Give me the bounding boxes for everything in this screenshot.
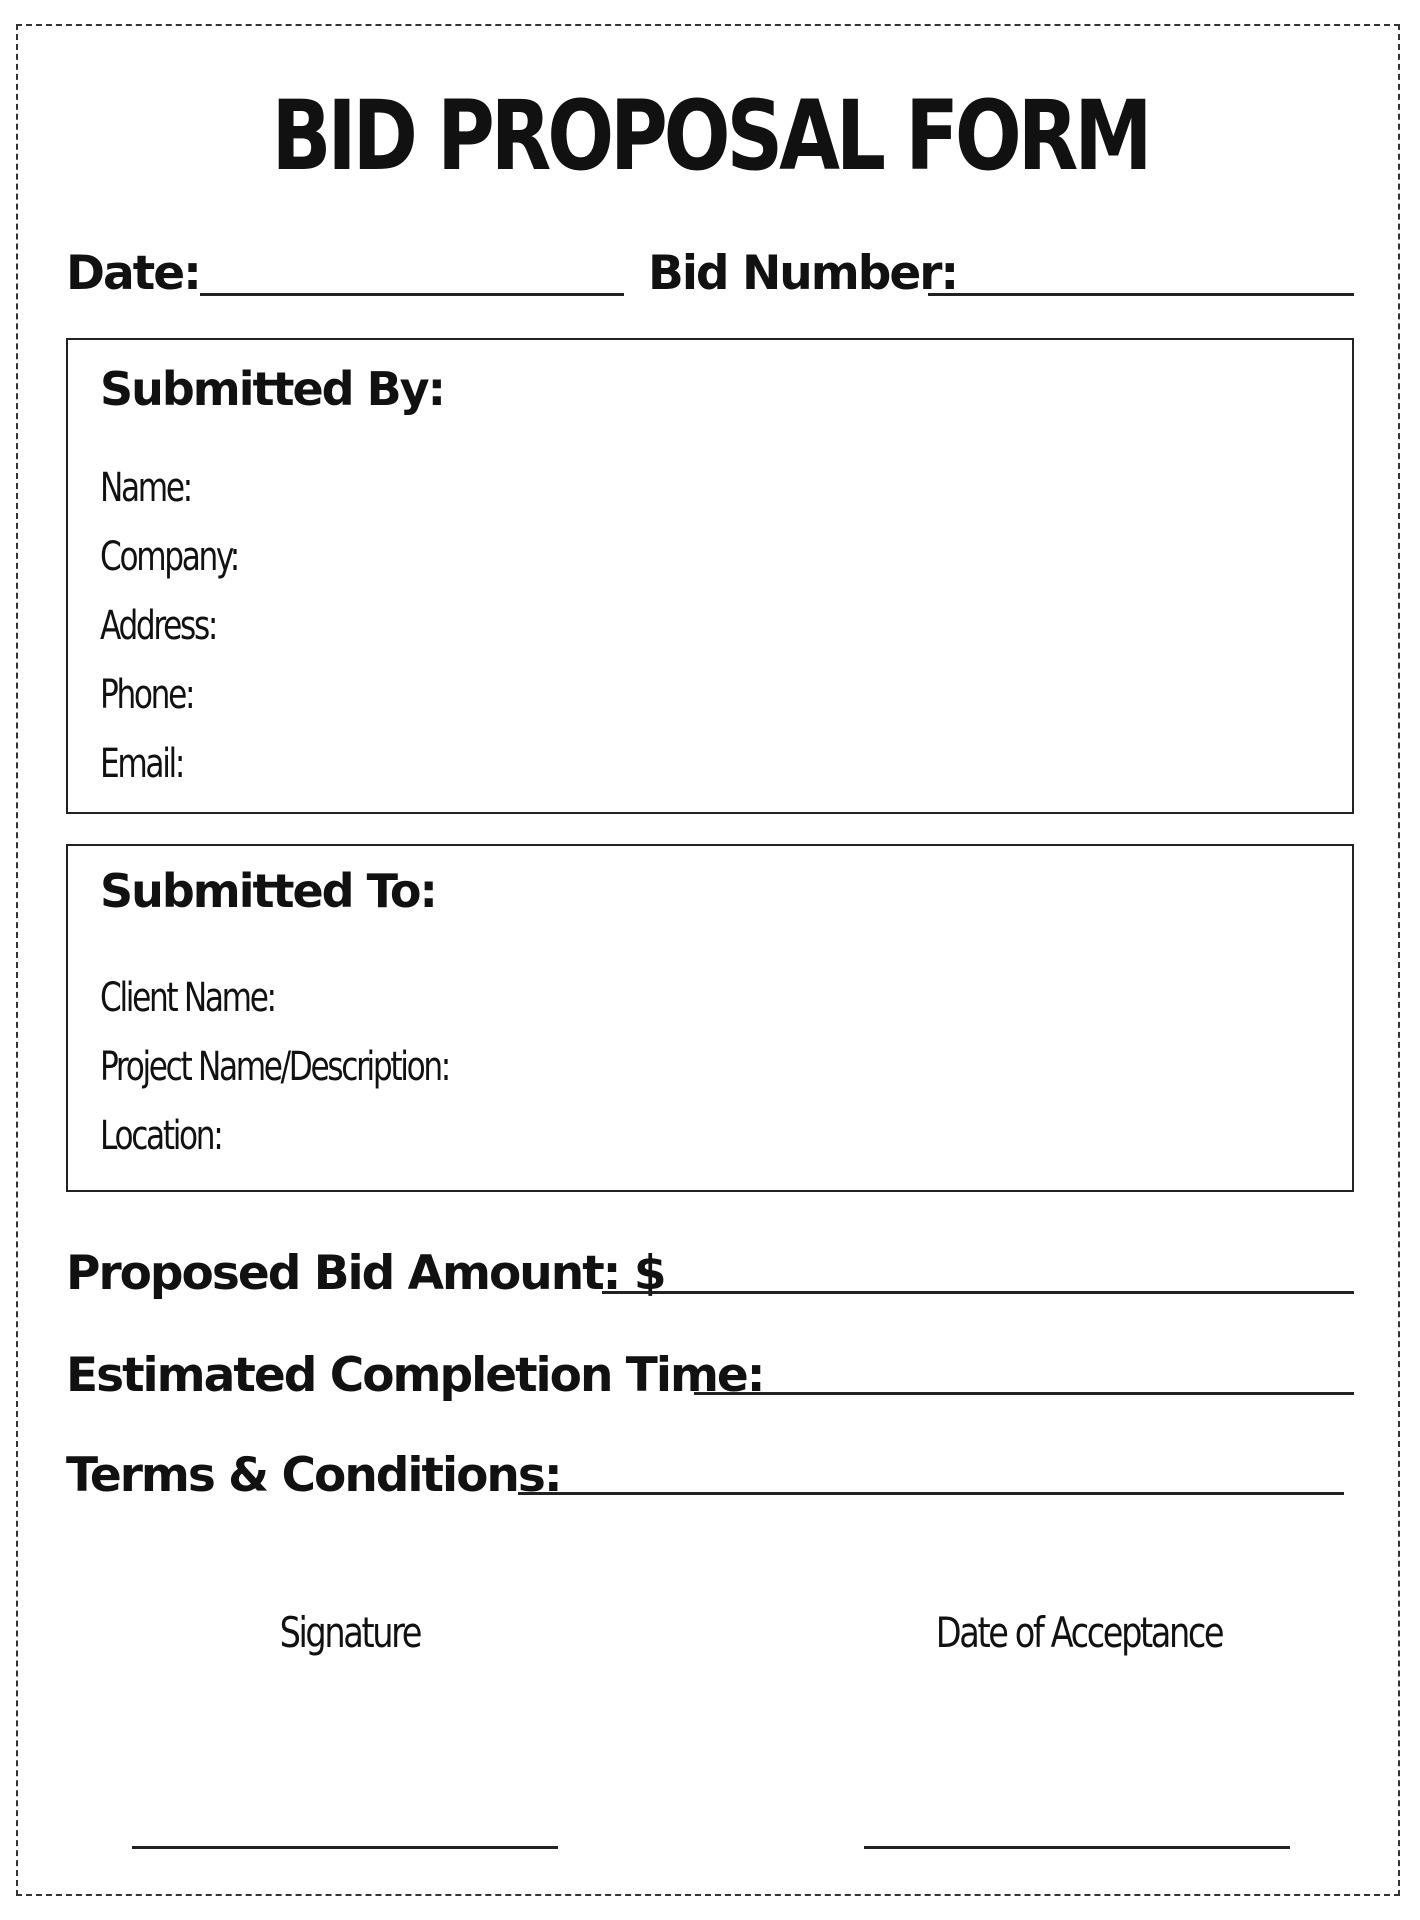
date-of-acceptance-label: Date of Acceptance	[935, 1608, 1223, 1657]
email-field-label: Email:	[100, 741, 184, 787]
form-title: BID PROPOSAL FORM	[271, 80, 1149, 192]
signature-line[interactable]	[132, 1846, 558, 1849]
signature-label: Signature	[279, 1608, 421, 1657]
submitted-to-fields	[100, 964, 547, 1171]
terms-conditions-label: Terms & Conditions:	[66, 1448, 561, 1503]
proposed-bid-amount-line[interactable]	[602, 1291, 1354, 1294]
proposed-bid-amount-label: Proposed Bid Amount: $	[66, 1246, 665, 1301]
date-of-acceptance-line[interactable]	[864, 1846, 1290, 1849]
submitted-to-section	[66, 844, 1354, 1192]
submitted-by-fields	[100, 454, 277, 799]
phone-field-label: Phone:	[100, 672, 194, 718]
date-field-line[interactable]	[200, 293, 624, 296]
client-name-field-label: Client Name:	[100, 975, 275, 1021]
address-field-label: Address:	[100, 603, 217, 649]
bid-number-label: Bid Number:	[648, 246, 958, 301]
name-field-label: Name:	[100, 465, 191, 511]
estimated-completion-line[interactable]	[694, 1392, 1354, 1395]
estimated-completion-label: Estimated Completion Time:	[66, 1348, 764, 1403]
submitted-by-heading: Submitted By:	[100, 362, 445, 416]
submitted-to-heading: Submitted To:	[100, 864, 436, 918]
location-field-label: Location:	[100, 1113, 222, 1159]
submitted-by-section	[66, 338, 1354, 814]
project-description-field-label: Project Name/Description:	[100, 1044, 449, 1090]
terms-conditions-line[interactable]	[518, 1492, 1344, 1495]
bid-number-field-line[interactable]	[928, 293, 1354, 296]
date-label: Date:	[66, 246, 200, 301]
company-field-label: Company:	[100, 534, 238, 580]
